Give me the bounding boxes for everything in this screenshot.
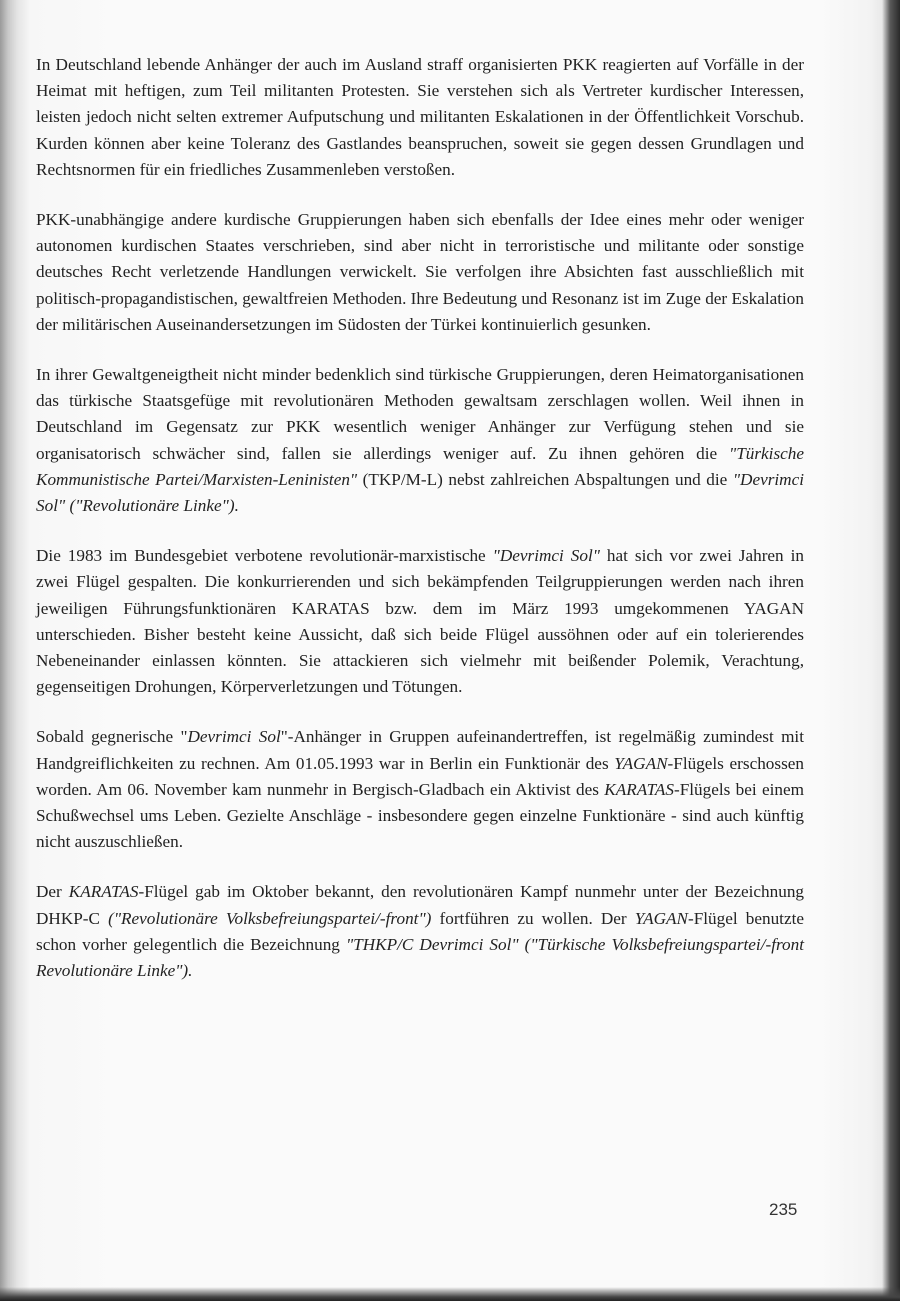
italic-run: "Türkische Kommunistische Partei/Marxisten-Leninisten" (36, 443, 804, 489)
body-text (36, 52, 804, 984)
italic-run: "Devrimci Sol" (492, 546, 600, 566)
italic-run: YAGAN (634, 908, 688, 928)
paragraph-dhkp-c: Der KARATAS-Flügel gab im Oktober bekannt, den revolutionären Kampf nunmehr unter der Bezeichnung DHKP-C ("Revolutionäre Volksbefreiungspartei/-front") fortführen zu wollen. Der YAGAN-Flügel benutzte schon vorher gelegentlich die Bezeichnung "THKP/C Devrimci Sol" ("Türkische Volksbefreiungspartei/-front Revolutionäre Linke"). (36, 882, 805, 981)
binding-shadow (0, 0, 30, 1301)
italic-run: ("Revolutionäre Volksbefreiungspartei/-front") (108, 908, 432, 928)
paragraph-devrimci-sol-split: Die 1983 im Bundesgebiet verbotene revolutionär-marxistische "Devrimci Sol" hat sich vor zwei Jahren in zwei Flügel gespalten. Die konkurrierenden und sich bekämpfenden Teilgruppierungen werden nach ihren jeweiligen Führungsfunktionären KARATAS bzw. dem im März 1993 umgekommenen YAGAN unterschieden. Bisher besteht keine Aussicht, daß sich beide Flügel aussöhnen oder auf ein tolerierendes Nebeneinander einlassen könnten. Sie attackieren sich vielmehr mit beißender Polemik, Verachtung, gegenseitigen Drohungen, Körperverletzungen und Tötungen. (36, 546, 804, 697)
italic-run: YAGAN (614, 753, 668, 773)
italic-run: "Devrimci Sol" ("Revolutionäre Linke"). (36, 469, 804, 516)
page-right-edge (882, 0, 900, 1301)
page-number: 235 (769, 1200, 798, 1219)
paragraph-kurdish-groups: PKK-unabhängige andere kurdische Gruppierungen haben sich ebenfalls der Idee eines mehr oder weniger autonomen kurdischen Staates verschrieben, sind aber nicht in terroristische und militante oder sonstige deutsches Recht verletzende Handlungen verwickelt. Sie verfolgen ihre Absichten fast ausschließlich mit politisch-propagandistischen, gewaltfreien Methoden. Ihre Bedeutung und Resonanz ist im Zuge der Eskalation der militärischen Auseinandersetzungen im Südosten der Türkei kontinuierlich gesunken. (36, 210, 804, 334)
paragraph-turkish-groups: In ihrer Gewaltgeneigtheit nicht minder bedenklich sind türkische Gruppierungen, deren Heimatorganisationen das türkische Staatsgefüge mit revolutionären Methoden gewaltsam zerschlagen wollen. Weil ihnen in Deutschland im Gegensatz zur PKK wesentlich weniger Anhänger zur Verfügung stehen und sie organisatorisch schwächer sind, fallen sie allerdings weniger auf. Zu ihnen gehören die "Türkische Kommunistische Partei/Marxisten-Leninisten" (TKP/M-L) nebst zahlreichen Abspaltungen und die "Devrimci Sol" ("Revolutionäre Linke"). (36, 365, 804, 516)
italic-run: Devrimci Sol (187, 727, 281, 747)
italic-run: KARATAS (68, 882, 139, 902)
page-bottom-edge (0, 1287, 900, 1301)
italic-run: KARATAS (604, 779, 674, 799)
paragraph-clashes: Sobald gegnerische "Devrimci Sol"-Anhänger in Gruppen aufeinandertreffen, ist regelmäßig zumindest mit Handgreiflichkeiten zu rechnen. Am 01.05.1993 war in Berlin ein Funktionär des YAGAN-Flügels erschossen worden. Am 06. November kam nunmehr in Bergisch-Gladbach ein Aktivist des KARATAS-Flügels bei einem Schußwechsel ums Leben. Gezielte Anschläge - insbesondere gegen einzelne Funktionäre - sind auch künftig nicht auszuschließen. (36, 727, 804, 852)
paragraph-pkk-protests: In Deutschland lebende Anhänger der auch im Ausland straff organisierten PKK reagierten auf Vorfälle in der Heimat mit heftigen, zum Teil militanten Protesten. Sie verstehen sich als Vertreter kurdischer Interessen, leisten jedoch nicht selten extremer Aufputschung und militanten Eskalationen in der Öffentlichkeit Vorschub. Kurden können aber keine Toleranz des Gastlandes beanspruchen, soweit sie gegen dessen Grundlagen und Rechtsnormen für ein friedliches Zusammenleben verstoßen. (36, 55, 804, 179)
italic-run: "THKP/C Devrimci Sol" ("Türkische Volksbefreiungspartei/-front Revolutionäre Linke"). (36, 934, 804, 981)
